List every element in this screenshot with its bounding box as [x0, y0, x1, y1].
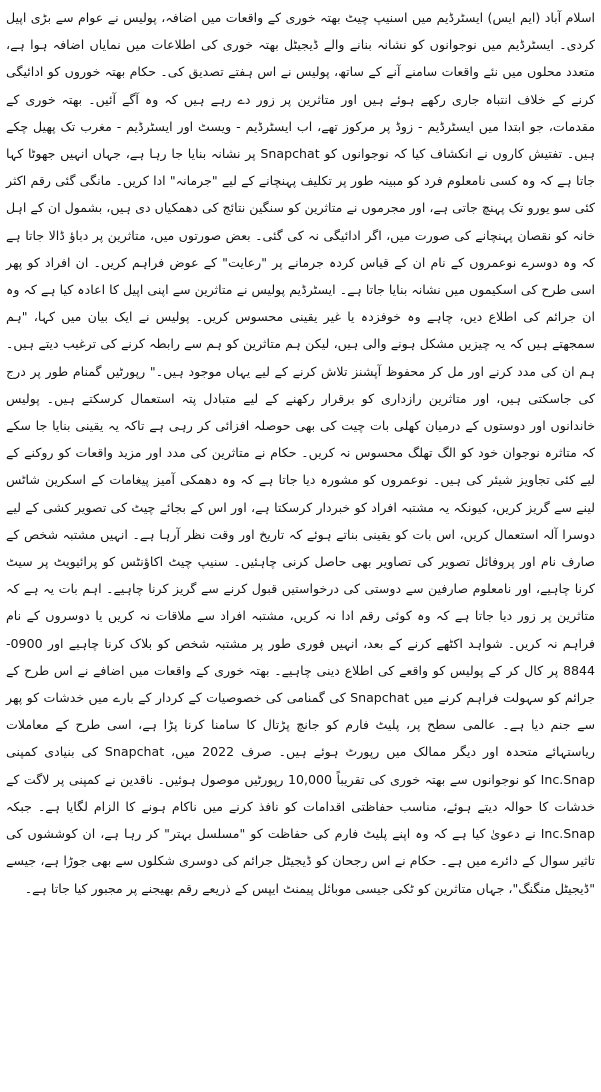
- article-paragraph: اسلام آباد (ایم ایس) ایسٹرڈیم میں اسنیپ چیٹ بھتہ خوری کے واقعات میں اضافہ، پولیس نے عوام سے بڑی اپیل کردی۔ ایسٹرڈیم میں نوجوانوں کو نشانہ بنانے والے ڈیجیٹل بھتہ خوری کی اطلاعات میں نمایاں اضافہ ہوا ہے، متعدد محلوں میں نئے واقعات سامنے آنے کے ساتھ، پولیس نے اس ہفتے تصدیق کی۔ حکام بھتہ خوروں کو ادائیگی کرنے کے خلاف انتباہ جاری رکھے ہوئے ہیں اور متاثرین پر زور دے رہے ہیں کہ وہ آگے آئیں۔ بھتہ خوری کے مقدمات، جو ابتدا میں ایسٹرڈیم - زوڈ پر مرکوز تھے، اب ایسٹرڈیم - ویسٹ اور ایسٹرڈیم - مغرب تک پھیل چکے ہیں۔ تفتیش کاروں نے انکشاف کیا کہ نوجوانوں کو Snapchat پر نشانہ بنایا جا رہا ہے، جہاں انہیں جھوٹا کہا جاتا ہے کہ وہ کسی نامعلوم فرد کو مبینہ طور پر تکلیف پہنچانے کے لیے "جرمانہ" ادا کریں۔ مانگی گئی رقم اکثر کئی سو یورو تک پہنچ جاتی ہے، اور مجرموں نے متاثرین کو سنگین نتائج کی دھمکیاں دی ہیں، بشمول ان کے اہل خانہ کو نقصان پہنچانے کی صورت میں، اگر ادائیگی نہ کی گئی۔ بعض صورتوں میں، متاثرین پر دباؤ ڈالا جاتا ہے کہ وہ دوسرے نوعمروں کے نام ان کے قیاس کردہ جرمانے پر "رعایت" کے عوض فراہم کریں۔ ان افراد کو پھر اسی طرح کی اسکیموں میں نشانہ بنایا جاتا ہے۔ ایسٹرڈیم پولیس نے متاثرین سے اپنی اپیل کا اعادہ کیا ہے کہ وہ ان جرائم کی اطلاع دیں، چاہے وہ خوفزدہ یا غیر یقینی محسوس کریں۔ پولیس نے ایک بیان میں کہا، "ہم سمجھتے ہیں کہ یہ چیزیں مشکل ہونے والی ہیں، لیکن ہم متاثرین کو ہم سے رابطہ کرنے کی ترغیب دیتے ہیں۔ ہم ان کی مدد کرنے اور مل کر محفوظ آپشنز تلاش کرنے کے لیے یہاں موجود ہیں۔" رپورٹیں گمنام طور پر درج کی جاسکتی ہیں، اور متاثرین رازداری کو برقرار رکھنے کے لیے متبادل پتہ استعمال کرسکتے ہیں۔ پولیس خاندانوں اور دوستوں کے درمیان کھلی بات چیت کی بھی حوصلہ افزائی کر رہی ہے تاکہ یہ یقینی بنایا جا سکے کہ متاثرہ نوجوان خود کو الگ تھلگ محسوس نہ کریں۔ حکام نے متاثرین کی مدد اور مزید واقعات کو روکنے کے لیے کئی تجاویز شیئر کی ہیں۔ نوعمروں کو مشورہ دیا جاتا ہے کہ وہ دھمکی آمیز پیغامات کے اسکرین شاٹس لینے سے گریز کریں، کیونکہ یہ مشتبہ افراد کو خبردار کرسکتا ہے، اور اس کے بجائے چیٹ کی تصویر کشی کے لیے دوسرا آلہ استعمال کریں، اس بات کو یقینی بناتے ہوئے کہ تاریخ اور وقت نظر آرہا ہے۔ انہیں مشتبہ شخص کے صارف نام اور پروفائل تصویر کی تصاویر بھی حاصل کرنی چاہئیں۔ سنیپ چیٹ اکاؤنٹس کو پرائیویٹ پر سیٹ کرنا چاہیے، اور نامعلوم صارفین سے دوستی کی درخواستیں قبول کرنے سے گریز کرنا چاہیے۔ اہم بات یہ ہے کہ متاثرین پر زور دیا جاتا ہے کہ وہ کوئی رقم ادا نہ کریں، مشتبہ افراد سے ملاقات نہ کریں یا دوسروں کے نام فراہم نہ کریں۔ شواہد اکٹھے کرنے کے بعد، انہیں فوری طور پر مشتبہ شخص کو بلاک کرنا چاہیے اور 0900-8844 پر کال کر کے پولیس کو واقعے کی اطلاع دینی چاہیے۔ بھتہ خوری کے واقعات میں اضافے نے اس طرح کے جرائم کو سہولت فراہم کرنے میں Snapchat کی گمنامی کی خصوصیات کے کردار کے بارے میں خدشات کو پھر سے جنم دیا ہے۔ عالمی سطح پر، پلیٹ فارم کو جانچ پڑتال کا سامنا کرنا پڑا ہے، اسی طرح کے معاملات ریاستہائے متحدہ اور دیگر ممالک میں رپورٹ ہوئے ہیں۔ صرف 2022 میں، Snapchat کی بنیادی کمپنی Inc.Snap کو نوجوانوں سے بھتہ خوری کی تقریباً 10,000 رپورٹیں موصول ہوئیں۔ ناقدین نے کمپنی پر لاگت کے خدشات کا حوالہ دیتے ہوئے، مناسب حفاظتی اقدامات کو نافذ کرنے میں ناکام ہونے کا الزام لگایا ہے۔ جبکہ Inc.Snap نے دعویٰ کیا ہے کہ وہ اپنے پلیٹ فارم کی حفاظت کو "مسلسل بہتر" کر رہا ہے، ان کوششوں کی تاثیر سوال کے دائرے میں ہے۔ حکام نے اس رجحان کو ڈیجیٹل جرائم کی دوسری شکلوں سے بھی جوڑا ہے، جیسے "ڈیجیٹل منگنگ"، جہاں متاثرین کو ٹکی جیسی موبائل پیمنٹ ایپس کے ذریعے رقم بھیجنے پر مجبور کیا جاتا ہے۔: [6, 10, 595, 896]
